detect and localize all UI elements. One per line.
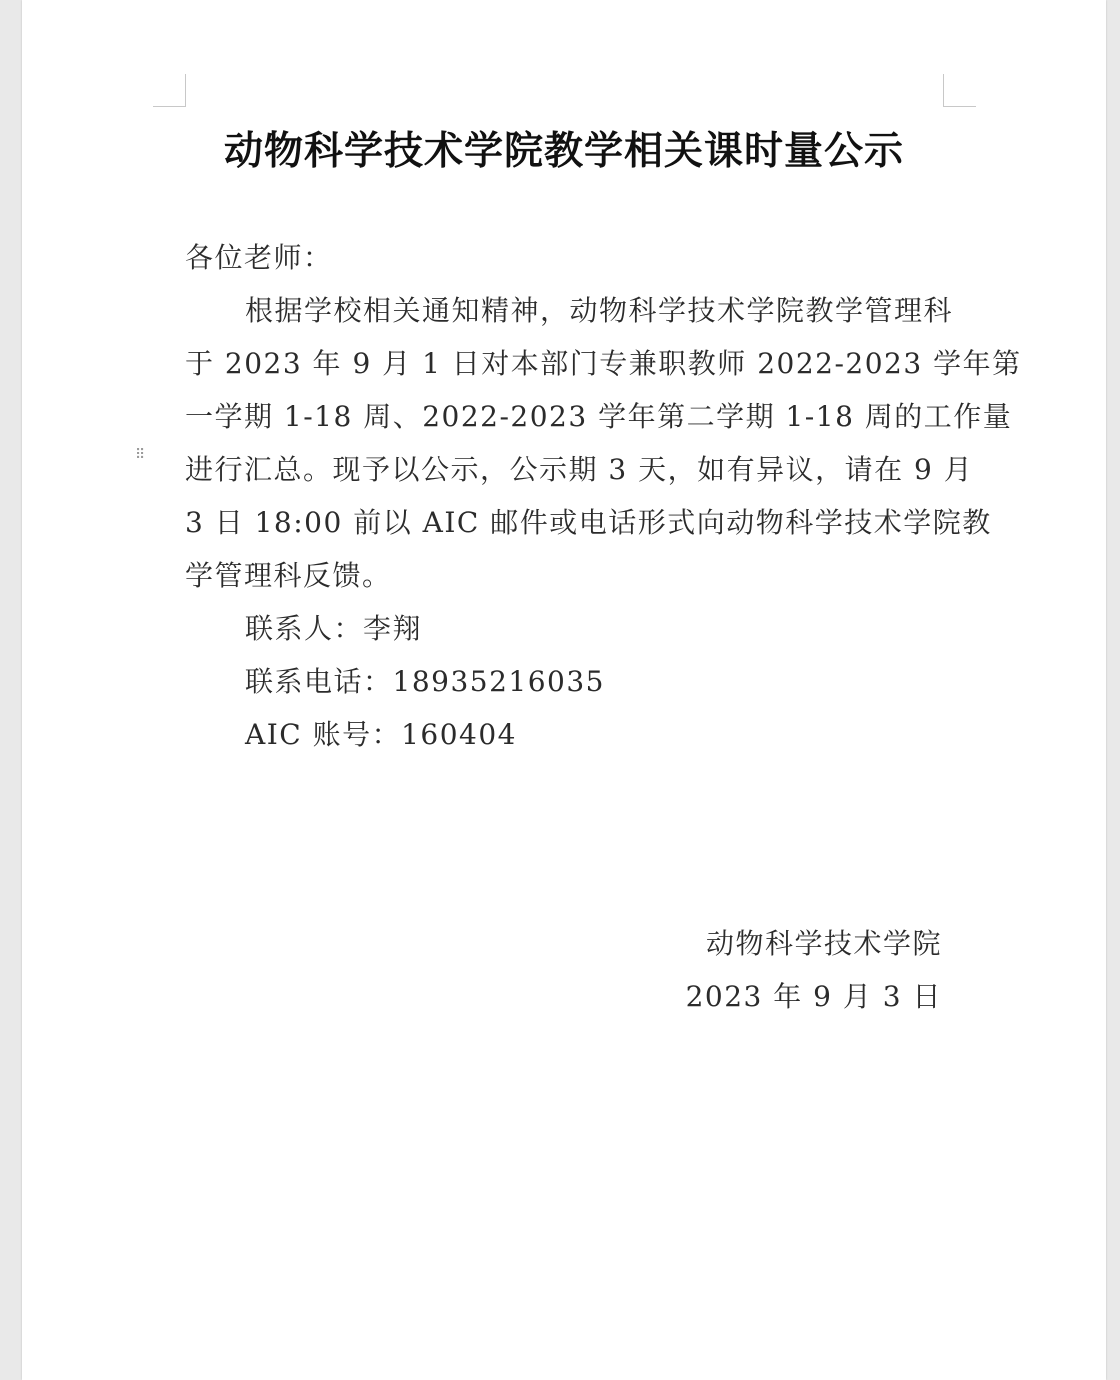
salutation: 各位老师： (185, 241, 333, 274)
body-line-2: 于 2023 年 9 月 1 日对本部门专兼职教师 2022-2023 学年第 (185, 347, 1022, 380)
signature-date: 2023 年 9 月 3 日 (685, 980, 942, 1013)
margin-corner-mark-left (153, 74, 186, 107)
document-page (22, 0, 1106, 1380)
body-line-1: 根据学校相关通知精神，动物科学技术学院教学管理科 (245, 294, 954, 327)
body-line-6: 学管理科反馈。 (185, 559, 392, 592)
signature-org: 动物科学技术学院 (705, 927, 942, 960)
contact-phone: 联系电话：18935216035 (245, 665, 605, 698)
margin-corner-mark-right (943, 74, 976, 107)
body-line-5: 3 日 18:00 前以 AIC 邮件或电话形式向动物科学技术学院教 (185, 506, 992, 539)
aic-account: AIC 账号：160404 (245, 718, 517, 751)
body-line-3: 一学期 1-18 周、2022-2023 学年第二学期 1-18 周的工作量 (185, 400, 1013, 433)
document-title: 动物科学技术学院教学相关课时量公示 (223, 128, 904, 174)
contact-person: 联系人：李翔 (245, 612, 423, 645)
body-line-4: 进行汇总。现予以公示，公示期 3 天，如有异议，请在 9 月 (185, 453, 974, 486)
grip-dots-icon[interactable]: ⠿ (135, 447, 145, 463)
